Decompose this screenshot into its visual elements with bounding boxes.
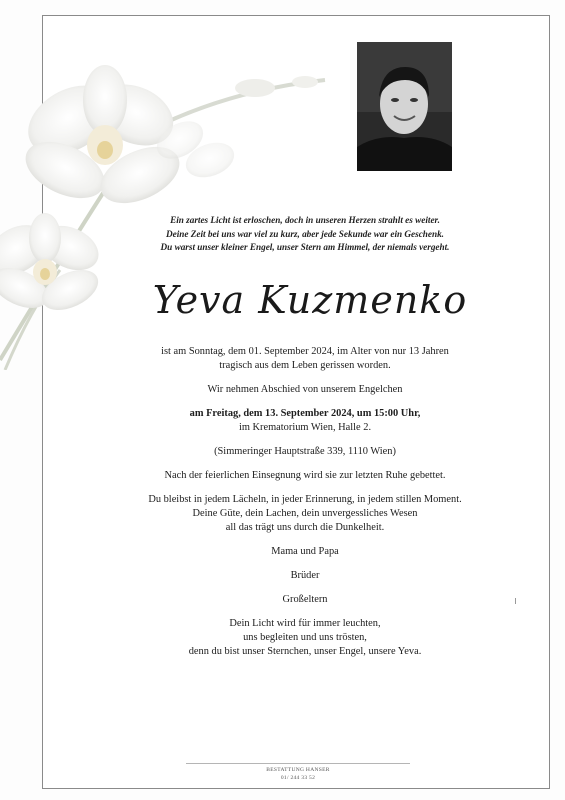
margin-mark	[515, 598, 516, 604]
notice-body	[100, 345, 510, 669]
funeral-home-name: BESTATTUNG HANSER	[266, 767, 330, 773]
funeral-home-footer	[186, 766, 410, 782]
mourner-grandparents: Großeltern	[282, 594, 328, 605]
deceased-name: Yeva Kuzmenko	[152, 278, 468, 322]
closing-line: denn du bist unser Sternchen, unser Engel, unsere Yeva.	[188, 646, 422, 657]
mourner-brothers: Brüder	[290, 570, 320, 581]
burial-note: Nach der feierlichen Einsegnung wird sie zur letzten Ruhe gebettet.	[164, 470, 446, 481]
verse-line: Deine Zeit bei uns war viel zu kurz, aber jede Sekunde war ein Geschenk.	[166, 228, 444, 239]
ceremony-address: (Simmeringer Hauptstraße 339, 1110 Wien)	[214, 446, 396, 457]
remembrance-line: Du bleibst in jedem Lächeln, in jeder Erinnerung, in jedem stillen Moment.	[148, 494, 462, 505]
remembrance-line: all das trägt uns durch die Dunkelheit.	[225, 522, 385, 533]
funeral-home-phone: 01/ 244 33 52	[280, 775, 316, 781]
remembrance-line: Deine Güte, dein Lachen, dein unvergessliches Wesen	[192, 508, 418, 519]
ceremony-date-time: am Freitag, dem 13. September 2024, um 15:00 Uhr,	[189, 408, 421, 419]
ceremony-place: im Krematorium Wien, Halle 2.	[238, 422, 372, 433]
closing-line: Dein Licht wird für immer leuchten,	[229, 618, 381, 629]
closing-verse	[100, 617, 510, 659]
verse-line: Du warst unser kleiner Engel, unser Stern am Himmel, der niemals vergeht.	[160, 242, 450, 252]
opening-verse	[120, 214, 490, 255]
farewell-intro: Wir nehmen Abschied von unserem Engelchen	[207, 384, 403, 395]
footer-divider	[186, 763, 410, 764]
ceremony-details	[100, 407, 510, 435]
death-notice	[100, 345, 510, 373]
death-notice-line: ist am Sonntag, dem 01. September 2024, im Alter von nur 13 Jahren	[161, 346, 449, 357]
closing-line: uns begleiten und uns trösten,	[243, 632, 367, 643]
mourner-parents: Mama und Papa	[271, 546, 339, 557]
remembrance-text	[100, 493, 510, 535]
death-notice-line: tragisch aus dem Leben gerissen worden.	[219, 360, 391, 371]
portrait-photo	[357, 42, 452, 171]
verse-line: Ein zartes Licht ist erloschen, doch in unseren Herzen strahlt es weiter.	[170, 215, 440, 225]
